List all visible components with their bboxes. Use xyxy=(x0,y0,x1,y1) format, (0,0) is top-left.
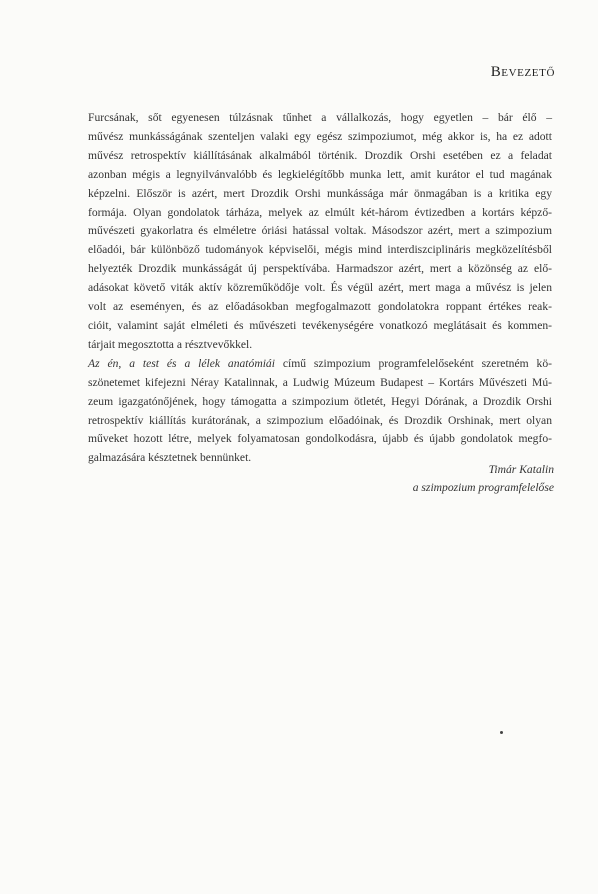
text-line: zeum igazgatónőjének, hogy támogatta a szimpozium ötletét, Hegyi Dórának, a Drozdik Orshi xyxy=(88,394,552,408)
text-line: művész munkásságának szenteljen valaki egy egész szimpoziumot, még akkor is, ha ez adott xyxy=(88,129,552,143)
signature-name: Timár Katalin xyxy=(488,463,554,476)
text-line: cióit, valamint saját elméleti és művészeti tevékenységére vonatkozó meglátásait és kommen- xyxy=(88,318,552,332)
text-line: adásokat követő viták aktív közreműködője volt. És végül azért, mert maga a művész is jelen xyxy=(88,281,552,295)
text-line: képzelni. Először is azért, mert Drozdik Orshi munkássága már önmagában is a kritika egy xyxy=(88,186,552,200)
text-line xyxy=(88,355,552,374)
text-line: művész retrospektív kiállításának alkalmából történik. Drozdik Orshi esetében ez a feladat xyxy=(88,148,552,162)
signature xyxy=(413,461,554,497)
paragraph-2 xyxy=(88,355,552,468)
text-line: helyezték Drozdik munkásságát új perspektívába. Harmadszor azért, mert a közönség az elő- xyxy=(88,262,552,276)
text-fragment: című szimpozium programfelelőseként szeretném kö- xyxy=(274,356,552,370)
text-line: műveket hozott létre, melyek folyamatosan gondolkodásra, újabb és újabb gondolatok megfo- xyxy=(88,432,552,446)
text-line: retrospektív kiállítás kurátorának, a szimpozium előadóinak, és Drozdik Orshinak, mert olyan xyxy=(88,413,552,427)
text-line: volt az eseményen, és az előadásokban megfogalmazott gondolatokra roppant értékes reak- xyxy=(88,300,552,314)
text-line: Furcsának, sőt egyenesen túlzásnak tűnhet a vállalkozás, hogy egyetlen – bár élő – xyxy=(88,111,552,124)
text-line: művészeti gyakorlatra és elméletre óriási hatással voltak. Másodszor azért, mert a szimpozium xyxy=(88,224,552,238)
text-line: galmazására késztetnek bennünket. xyxy=(88,451,252,465)
body-text xyxy=(88,109,552,468)
book-title: Az én, a test és a lélek anatómiái xyxy=(88,356,275,370)
text-line: formája. Olyan gondolatok tárháza, melyek az elmúlt két-három évtizedben a kortárs képző- xyxy=(88,205,552,219)
text-line: szönetemet kifejezni Néray Katalinnak, a Ludwig Múzeum Budapest – Kortárs Művészeti Mú- xyxy=(88,375,552,389)
text-line: azonban mégis a legnyilvánvalóbb és legkielégítőbb munka lett, amit kurátor el tud magának xyxy=(88,167,552,181)
signature-role: a szimpozium programfelelőse xyxy=(412,481,554,494)
text-line: tárjait megosztotta a résztvevőkkel. xyxy=(88,337,253,351)
text-line: előadói, bár különböző tudományok képviselői, mégis mind interdiszciplináris megközelítésből xyxy=(88,243,552,257)
paragraph-1 xyxy=(88,109,552,355)
page-title: Bevezető xyxy=(490,64,555,80)
speck-mark xyxy=(500,731,503,734)
